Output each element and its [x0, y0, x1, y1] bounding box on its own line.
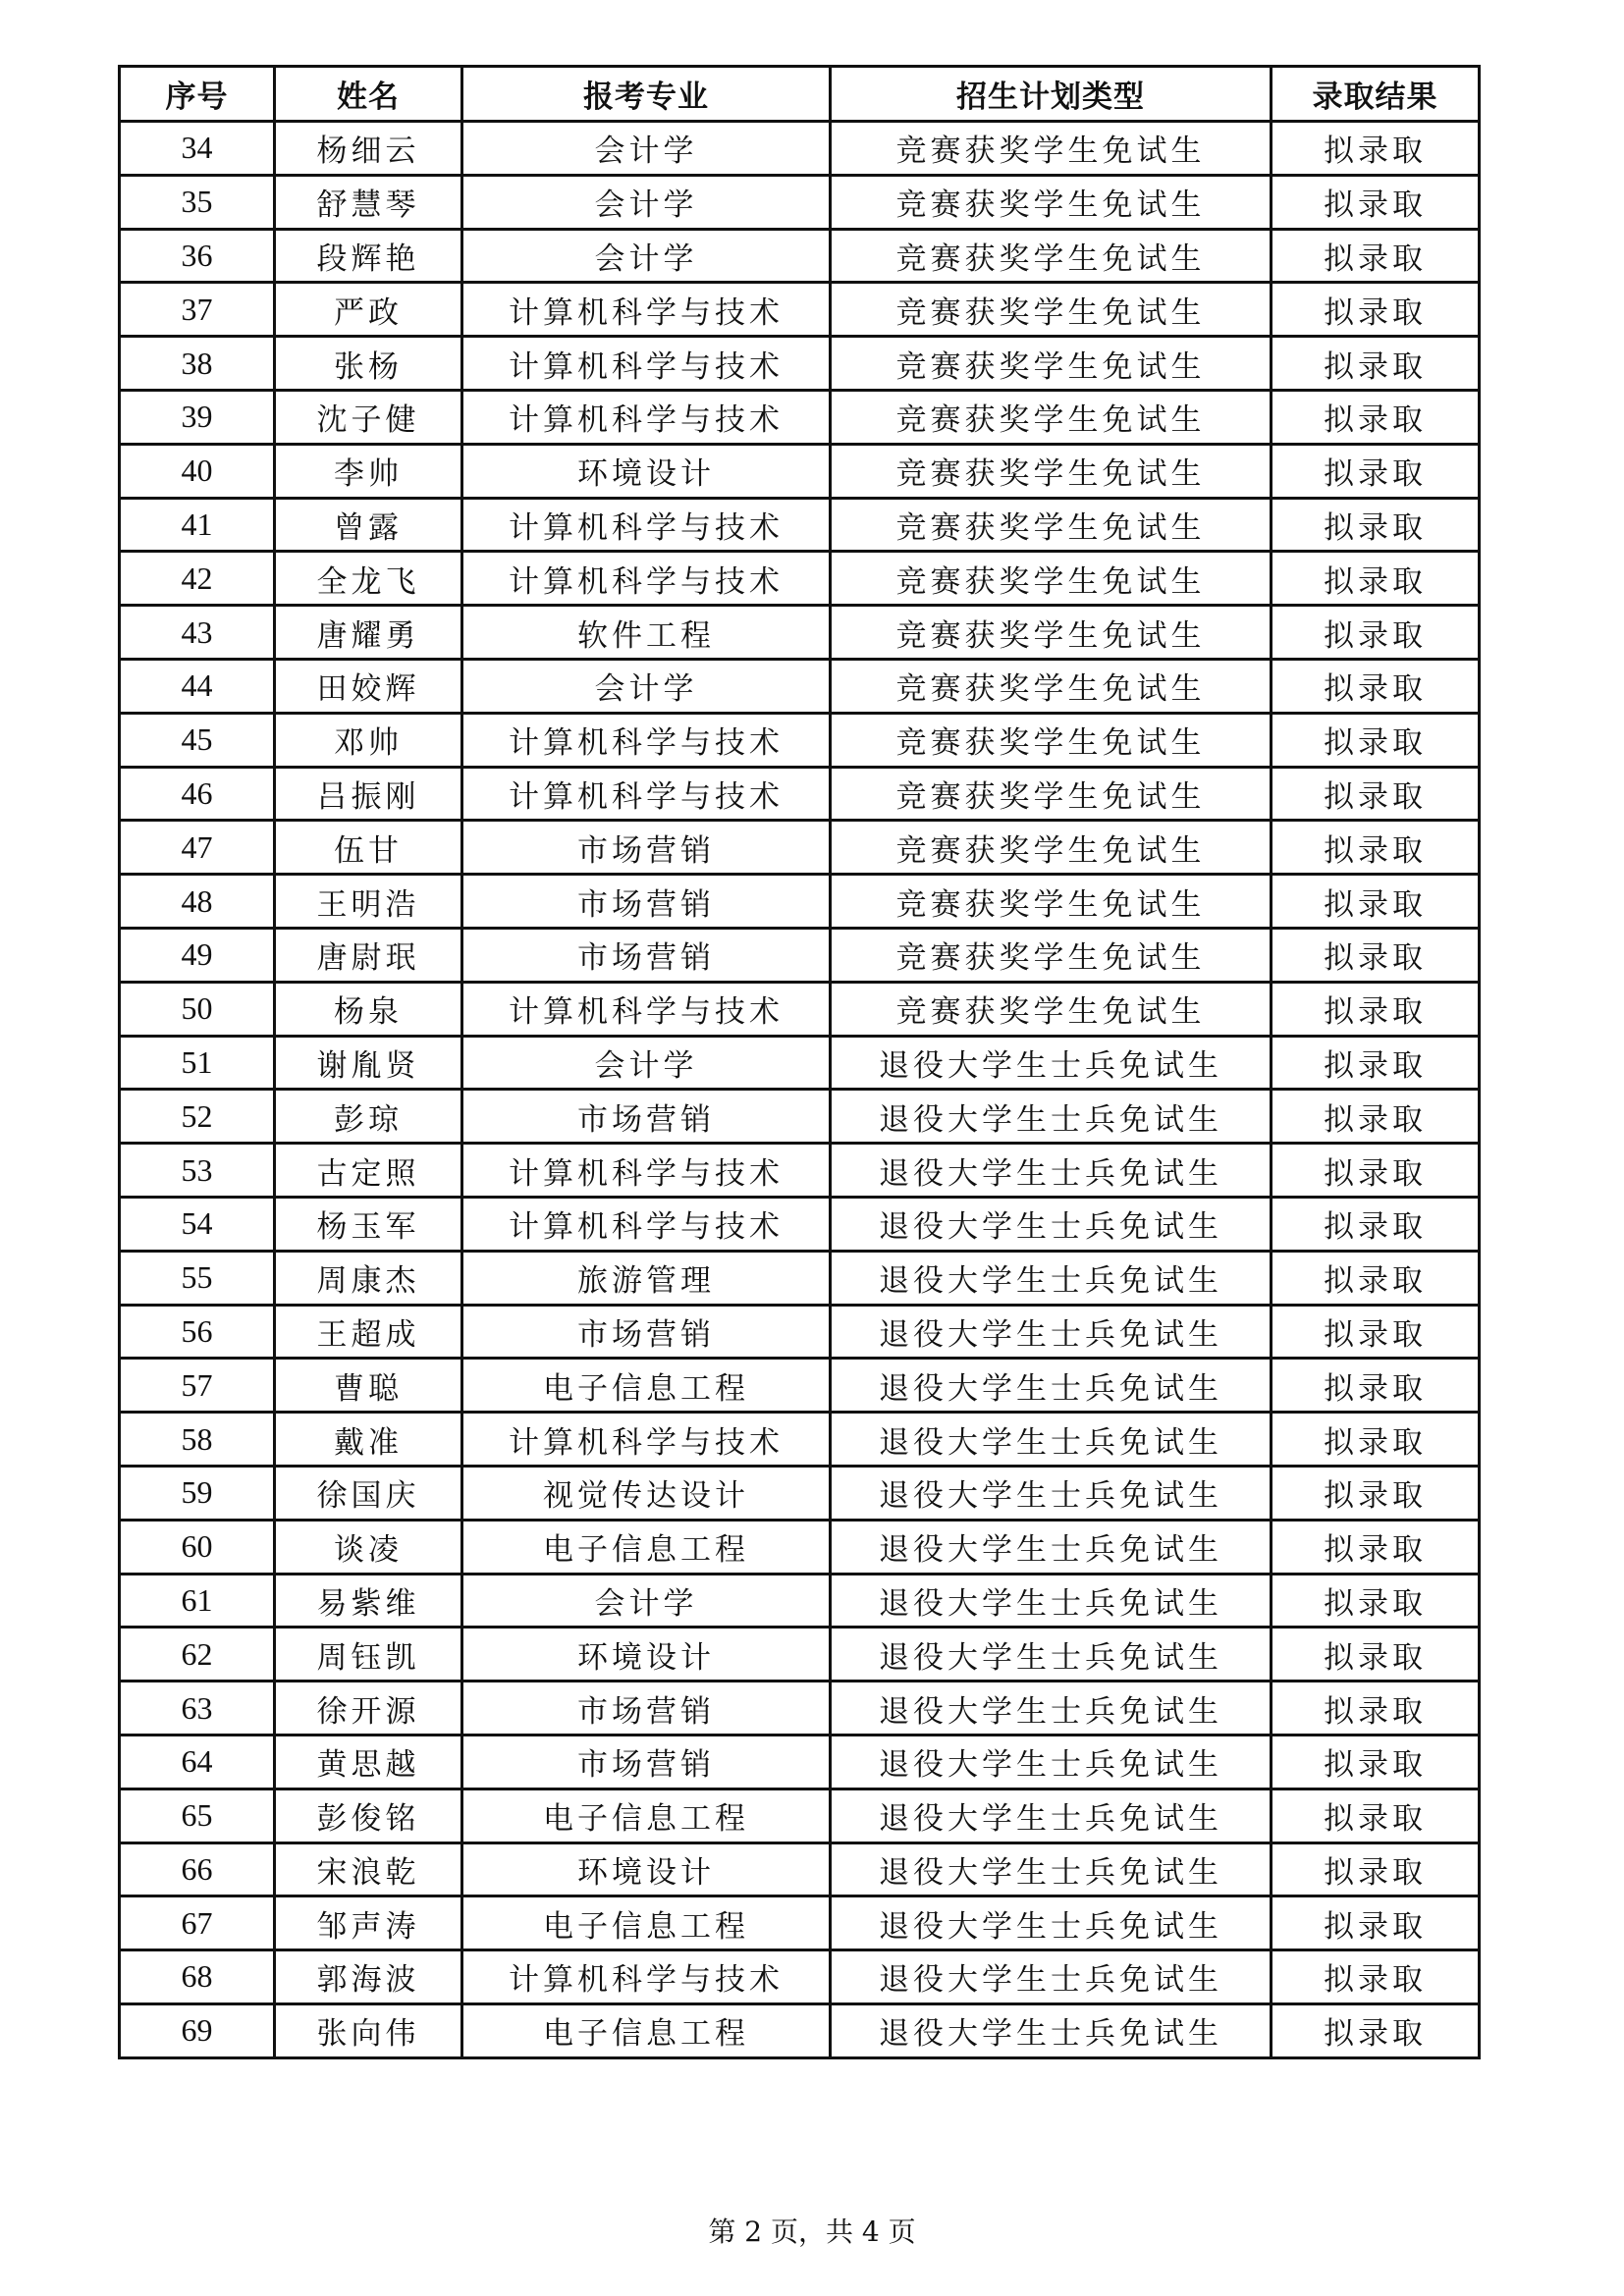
cell-index: 63 [120, 1682, 275, 1735]
table-header-row [120, 67, 1480, 122]
cell-name: 周钰凯 [275, 1628, 462, 1682]
cell-plan-type: 竞赛获奖学生免试生 [831, 821, 1272, 875]
cell-major: 电子信息工程 [462, 2003, 831, 2057]
cell-major: 计算机科学与技术 [462, 283, 831, 337]
cell-major: 计算机科学与技术 [462, 713, 831, 767]
header-major: 报考专业 [462, 67, 831, 122]
cell-index: 57 [120, 1359, 275, 1413]
cell-index: 59 [120, 1466, 275, 1520]
cell-plan-type: 退役大学生士兵免试生 [831, 1628, 1272, 1682]
cell-major: 市场营销 [462, 1682, 831, 1735]
cell-major: 环境设计 [462, 444, 831, 498]
cell-index: 61 [120, 1574, 275, 1628]
cell-name: 张杨 [275, 337, 462, 391]
cell-index: 34 [120, 122, 275, 176]
cell-major: 计算机科学与技术 [462, 1413, 831, 1467]
cell-plan-type: 竞赛获奖学生免试生 [831, 606, 1272, 660]
cell-major: 环境设计 [462, 1842, 831, 1896]
cell-result: 拟录取 [1272, 229, 1480, 283]
cell-name: 邓帅 [275, 713, 462, 767]
cell-index: 52 [120, 1090, 275, 1144]
cell-name: 全龙飞 [275, 552, 462, 606]
table-row [120, 283, 1480, 337]
cell-name: 古定照 [275, 1144, 462, 1198]
cell-index: 67 [120, 1896, 275, 1950]
cell-result: 拟录取 [1272, 1520, 1480, 1574]
table-row [120, 2003, 1480, 2057]
cell-plan-type: 退役大学生士兵免试生 [831, 1197, 1272, 1251]
cell-result: 拟录取 [1272, 659, 1480, 713]
cell-major: 环境设计 [462, 1628, 831, 1682]
cell-major: 市场营销 [462, 875, 831, 929]
cell-major: 会计学 [462, 1574, 831, 1628]
cell-major: 计算机科学与技术 [462, 498, 831, 552]
cell-name: 王明浩 [275, 875, 462, 929]
cell-plan-type: 退役大学生士兵免试生 [831, 2003, 1272, 2057]
cell-plan-type: 竞赛获奖学生免试生 [831, 659, 1272, 713]
table-row [120, 1359, 1480, 1413]
cell-name: 唐尉珉 [275, 928, 462, 982]
cell-plan-type: 竞赛获奖学生免试生 [831, 390, 1272, 444]
cell-result: 拟录取 [1272, 1413, 1480, 1467]
cell-name: 段辉艳 [275, 229, 462, 283]
cell-plan-type: 竞赛获奖学生免试生 [831, 337, 1272, 391]
cell-major: 会计学 [462, 229, 831, 283]
cell-major: 计算机科学与技术 [462, 390, 831, 444]
table-row [120, 713, 1480, 767]
cell-major: 会计学 [462, 1036, 831, 1090]
cell-result: 拟录取 [1272, 1144, 1480, 1198]
cell-index: 68 [120, 1950, 275, 2004]
cell-index: 53 [120, 1144, 275, 1198]
cell-major: 电子信息工程 [462, 1896, 831, 1950]
table-row [120, 1842, 1480, 1896]
cell-plan-type: 退役大学生士兵免试生 [831, 1359, 1272, 1413]
cell-result: 拟录取 [1272, 821, 1480, 875]
cell-index: 36 [120, 229, 275, 283]
cell-result: 拟录取 [1272, 2003, 1480, 2057]
cell-index: 66 [120, 1842, 275, 1896]
cell-index: 39 [120, 390, 275, 444]
cell-plan-type: 退役大学生士兵免试生 [831, 1574, 1272, 1628]
cell-name: 彭俊铭 [275, 1789, 462, 1842]
cell-name: 郭海波 [275, 1950, 462, 2004]
table-row [120, 1682, 1480, 1735]
table-row [120, 122, 1480, 176]
cell-index: 45 [120, 713, 275, 767]
cell-major: 电子信息工程 [462, 1359, 831, 1413]
cell-name: 徐国庆 [275, 1466, 462, 1520]
cell-major: 视觉传达设计 [462, 1466, 831, 1520]
cell-index: 43 [120, 606, 275, 660]
cell-result: 拟录取 [1272, 1628, 1480, 1682]
cell-result: 拟录取 [1272, 1896, 1480, 1950]
cell-name: 曹聪 [275, 1359, 462, 1413]
table-row [120, 1520, 1480, 1574]
cell-result: 拟录取 [1272, 552, 1480, 606]
header-index: 序号 [120, 67, 275, 122]
cell-plan-type: 竞赛获奖学生免试生 [831, 875, 1272, 929]
cell-major: 计算机科学与技术 [462, 982, 831, 1036]
cell-major: 计算机科学与技术 [462, 1950, 831, 2004]
cell-index: 64 [120, 1735, 275, 1789]
cell-plan-type: 退役大学生士兵免试生 [831, 1090, 1272, 1144]
cell-name: 严政 [275, 283, 462, 337]
cell-major: 市场营销 [462, 821, 831, 875]
cell-index: 48 [120, 875, 275, 929]
cell-major: 计算机科学与技术 [462, 337, 831, 391]
cell-name: 杨泉 [275, 982, 462, 1036]
cell-name: 唐耀勇 [275, 606, 462, 660]
cell-index: 44 [120, 659, 275, 713]
table-row [120, 982, 1480, 1036]
table-row [120, 1090, 1480, 1144]
table-body [120, 122, 1480, 2058]
cell-name: 张向伟 [275, 2003, 462, 2057]
cell-result: 拟录取 [1272, 1197, 1480, 1251]
cell-index: 42 [120, 552, 275, 606]
cell-name: 徐开源 [275, 1682, 462, 1735]
cell-major: 会计学 [462, 659, 831, 713]
cell-index: 49 [120, 928, 275, 982]
cell-plan-type: 竞赛获奖学生免试生 [831, 229, 1272, 283]
cell-index: 54 [120, 1197, 275, 1251]
cell-plan-type: 退役大学生士兵免试生 [831, 1036, 1272, 1090]
cell-major: 软件工程 [462, 606, 831, 660]
table-row [120, 875, 1480, 929]
cell-index: 55 [120, 1251, 275, 1305]
cell-index: 47 [120, 821, 275, 875]
table-row [120, 1197, 1480, 1251]
cell-name: 黄思越 [275, 1735, 462, 1789]
cell-major: 旅游管理 [462, 1251, 831, 1305]
cell-major: 市场营销 [462, 1090, 831, 1144]
cell-name: 宋浪乾 [275, 1842, 462, 1896]
header-plan-type: 招生计划类型 [831, 67, 1272, 122]
cell-major: 市场营销 [462, 1735, 831, 1789]
cell-plan-type: 退役大学生士兵免试生 [831, 1842, 1272, 1896]
cell-name: 谢胤贤 [275, 1036, 462, 1090]
cell-name: 彭琼 [275, 1090, 462, 1144]
cell-result: 拟录取 [1272, 928, 1480, 982]
cell-result: 拟录取 [1272, 606, 1480, 660]
cell-result: 拟录取 [1272, 1682, 1480, 1735]
table-row [120, 337, 1480, 391]
table-row [120, 928, 1480, 982]
table-row [120, 1789, 1480, 1842]
cell-result: 拟录取 [1272, 122, 1480, 176]
cell-major: 计算机科学与技术 [462, 767, 831, 821]
table-row [120, 1036, 1480, 1090]
cell-major: 计算机科学与技术 [462, 1144, 831, 1198]
cell-result: 拟录取 [1272, 1574, 1480, 1628]
cell-plan-type: 竞赛获奖学生免试生 [831, 122, 1272, 176]
table-row [120, 659, 1480, 713]
table-row [120, 444, 1480, 498]
cell-index: 51 [120, 1036, 275, 1090]
cell-name: 吕振刚 [275, 767, 462, 821]
table-row [120, 498, 1480, 552]
cell-major: 计算机科学与技术 [462, 1197, 831, 1251]
cell-index: 65 [120, 1789, 275, 1842]
table-row [120, 1466, 1480, 1520]
table-row [120, 1251, 1480, 1305]
cell-result: 拟录取 [1272, 713, 1480, 767]
cell-name: 田姣辉 [275, 659, 462, 713]
cell-name: 易紫维 [275, 1574, 462, 1628]
cell-plan-type: 竞赛获奖学生免试生 [831, 982, 1272, 1036]
cell-plan-type: 退役大学生士兵免试生 [831, 1413, 1272, 1467]
cell-result: 拟录取 [1272, 1789, 1480, 1842]
table-row [120, 767, 1480, 821]
cell-result: 拟录取 [1272, 1950, 1480, 2004]
cell-plan-type: 退役大学生士兵免试生 [831, 1735, 1272, 1789]
page-footer: 第 2 页，共 4 页 [708, 2216, 916, 2248]
cell-result: 拟录取 [1272, 498, 1480, 552]
cell-plan-type: 竞赛获奖学生免试生 [831, 175, 1272, 229]
cell-index: 60 [120, 1520, 275, 1574]
cell-plan-type: 竞赛获奖学生免试生 [831, 928, 1272, 982]
cell-index: 56 [120, 1305, 275, 1359]
cell-index: 50 [120, 982, 275, 1036]
cell-plan-type: 退役大学生士兵免试生 [831, 1466, 1272, 1520]
cell-name: 杨细云 [275, 122, 462, 176]
cell-plan-type: 竞赛获奖学生免试生 [831, 713, 1272, 767]
cell-name: 杨玉军 [275, 1197, 462, 1251]
cell-name: 周康杰 [275, 1251, 462, 1305]
cell-index: 40 [120, 444, 275, 498]
cell-name: 王超成 [275, 1305, 462, 1359]
cell-name: 邹声涛 [275, 1896, 462, 1950]
cell-index: 35 [120, 175, 275, 229]
table-row [120, 1305, 1480, 1359]
cell-plan-type: 竞赛获奖学生免试生 [831, 283, 1272, 337]
cell-plan-type: 竞赛获奖学生免试生 [831, 552, 1272, 606]
table-row [120, 1896, 1480, 1950]
cell-result: 拟录取 [1272, 1090, 1480, 1144]
cell-result: 拟录取 [1272, 1305, 1480, 1359]
cell-plan-type: 竞赛获奖学生免试生 [831, 767, 1272, 821]
cell-index: 69 [120, 2003, 275, 2057]
cell-result: 拟录取 [1272, 1036, 1480, 1090]
cell-result: 拟录取 [1272, 982, 1480, 1036]
cell-plan-type: 退役大学生士兵免试生 [831, 1950, 1272, 2004]
header-result: 录取结果 [1272, 67, 1480, 122]
cell-result: 拟录取 [1272, 1359, 1480, 1413]
table-row [120, 821, 1480, 875]
cell-result: 拟录取 [1272, 1735, 1480, 1789]
cell-name: 沈子健 [275, 390, 462, 444]
table-row [120, 552, 1480, 606]
table-row [120, 390, 1480, 444]
table-row [120, 1950, 1480, 2004]
cell-plan-type: 竞赛获奖学生免试生 [831, 498, 1272, 552]
cell-index: 46 [120, 767, 275, 821]
cell-result: 拟录取 [1272, 1842, 1480, 1896]
table-row [120, 175, 1480, 229]
cell-name: 谈凌 [275, 1520, 462, 1574]
cell-result: 拟录取 [1272, 337, 1480, 391]
table-row [120, 1144, 1480, 1198]
header-name: 姓名 [275, 67, 462, 122]
cell-plan-type: 竞赛获奖学生免试生 [831, 444, 1272, 498]
cell-result: 拟录取 [1272, 175, 1480, 229]
table-row [120, 1735, 1480, 1789]
cell-plan-type: 退役大学生士兵免试生 [831, 1251, 1272, 1305]
cell-result: 拟录取 [1272, 767, 1480, 821]
cell-name: 舒慧琴 [275, 175, 462, 229]
admission-table [118, 65, 1481, 2059]
cell-plan-type: 退役大学生士兵免试生 [831, 1144, 1272, 1198]
cell-major: 会计学 [462, 122, 831, 176]
table-row [120, 229, 1480, 283]
cell-major: 会计学 [462, 175, 831, 229]
cell-index: 41 [120, 498, 275, 552]
table-row [120, 1413, 1480, 1467]
table-row [120, 1574, 1480, 1628]
cell-name: 曾露 [275, 498, 462, 552]
cell-major: 市场营销 [462, 1305, 831, 1359]
table-row [120, 606, 1480, 660]
cell-result: 拟录取 [1272, 283, 1480, 337]
cell-plan-type: 退役大学生士兵免试生 [831, 1305, 1272, 1359]
cell-result: 拟录取 [1272, 1251, 1480, 1305]
cell-index: 38 [120, 337, 275, 391]
cell-result: 拟录取 [1272, 875, 1480, 929]
table-row [120, 1628, 1480, 1682]
cell-result: 拟录取 [1272, 390, 1480, 444]
cell-result: 拟录取 [1272, 1466, 1480, 1520]
cell-index: 58 [120, 1413, 275, 1467]
cell-name: 戴准 [275, 1413, 462, 1467]
cell-major: 电子信息工程 [462, 1520, 831, 1574]
cell-plan-type: 退役大学生士兵免试生 [831, 1896, 1272, 1950]
cell-plan-type: 退役大学生士兵免试生 [831, 1789, 1272, 1842]
cell-result: 拟录取 [1272, 444, 1480, 498]
cell-plan-type: 退役大学生士兵免试生 [831, 1520, 1272, 1574]
cell-name: 李帅 [275, 444, 462, 498]
cell-name: 伍甘 [275, 821, 462, 875]
cell-major: 计算机科学与技术 [462, 552, 831, 606]
cell-index: 62 [120, 1628, 275, 1682]
cell-major: 市场营销 [462, 928, 831, 982]
cell-index: 37 [120, 283, 275, 337]
cell-major: 电子信息工程 [462, 1789, 831, 1842]
cell-plan-type: 退役大学生士兵免试生 [831, 1682, 1272, 1735]
